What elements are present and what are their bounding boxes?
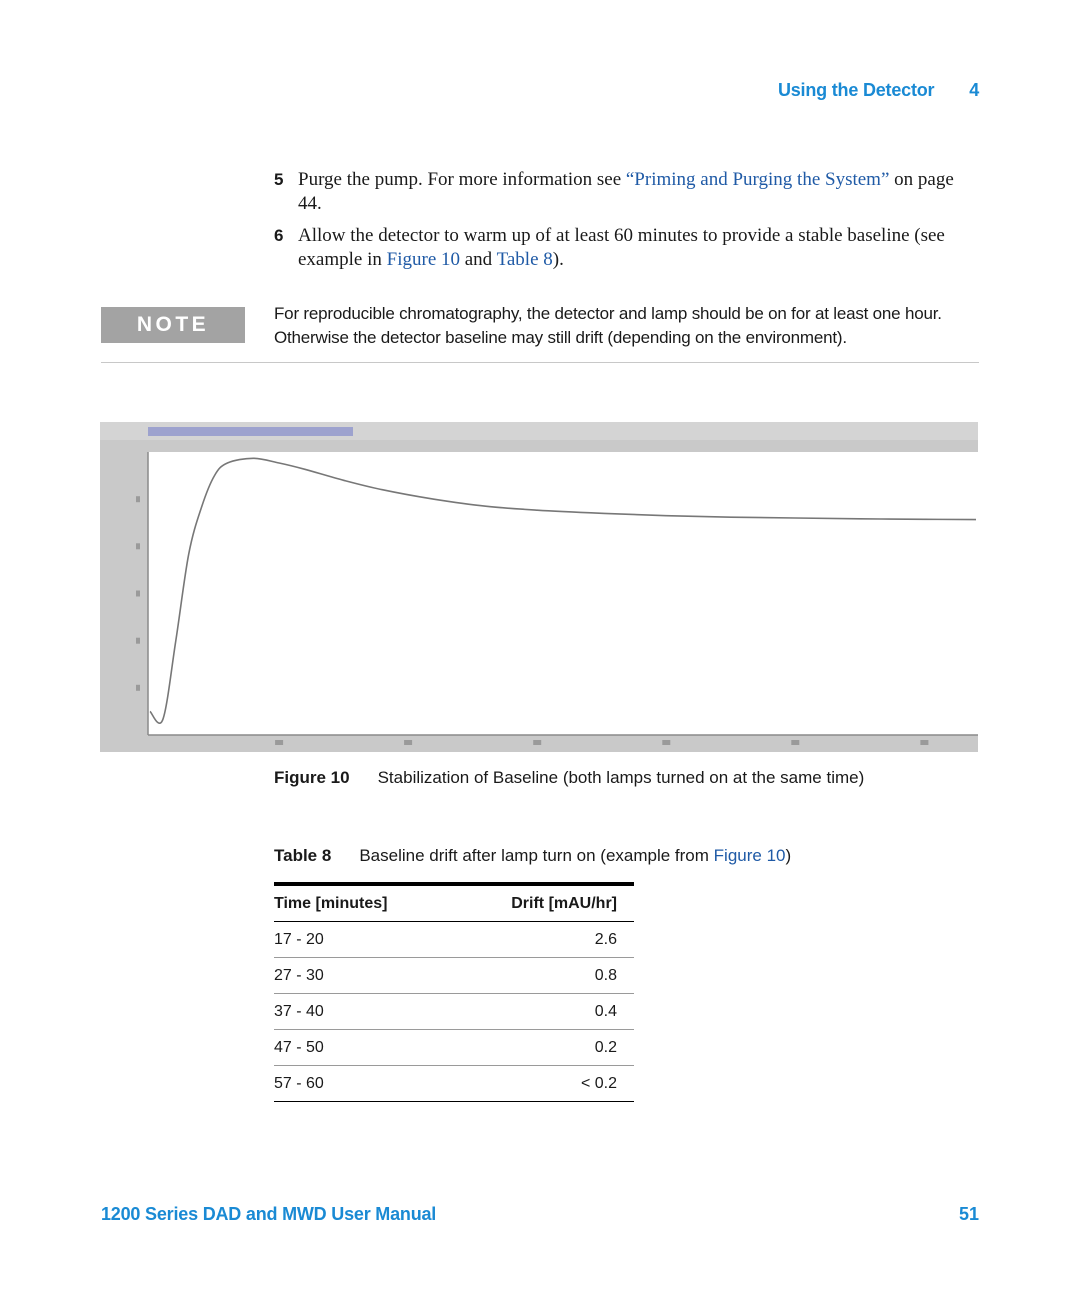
y-tick-mark [136,496,140,502]
y-tick-mark [136,591,140,597]
x-tick-mark [791,740,799,745]
priming-purging-link[interactable]: “Priming and Purging the System” [625,169,890,190]
step-text-mid: and [460,249,497,270]
figure-10-link[interactable]: Figure 10 [386,249,460,270]
x-tick-mark [404,740,412,745]
table-row [274,1030,634,1066]
drift-cell: 0.8 [447,958,634,994]
step-text: Purge the pump. For more information see [298,169,626,190]
baseline-drift-table [274,882,634,1102]
drift-cell: 0.2 [447,1030,634,1066]
x-tick-mark [662,740,670,745]
step-text-after: ). [552,249,564,270]
table-row [274,994,634,1030]
time-cell: 47 - 50 [274,1030,447,1066]
y-tick-mark [136,638,140,644]
note-divider [101,362,979,363]
drift-cell: < 0.2 [447,1066,634,1102]
step-5 [274,168,974,216]
time-cell: 17 - 20 [274,922,447,958]
plot-area [148,452,978,735]
step-6 [274,224,974,272]
figure-label: Figure 10 [274,768,350,787]
footer-page-number: 51 [958,1204,979,1224]
header-drift: Drift [mAU/hr] [447,884,634,922]
table-row [274,922,634,958]
drift-cell: 2.6 [447,922,634,958]
table-row [274,958,634,994]
time-cell: 57 - 60 [274,1066,447,1102]
x-tick-mark [275,740,283,745]
figure-caption-text: Stabilization of Baseline (both lamps turned on at the same time) [377,768,865,787]
table-label: Table 8 [274,846,332,865]
section-title: Using the Detector [777,80,935,100]
table-caption-end: ) [785,846,792,865]
footer-manual-title: 1200 Series DAD and MWD User Manual [101,1204,437,1224]
table-8-link[interactable]: Table 8 [496,249,553,270]
table-row [274,1066,634,1102]
step-number: 5 [274,170,284,189]
note-label: NOTE [101,307,245,343]
step-text: Allow the detector to warm up of at least 60 minutes to provide a stable baseline (see example in [298,225,945,270]
table-caption-text: Baseline drift after lamp turn on (example from [359,846,714,865]
y-tick-mark [136,543,140,549]
x-tick-mark [533,740,541,745]
baseline-chart [100,422,978,752]
time-cell: 27 - 30 [274,958,447,994]
table-header-row [274,884,634,922]
time-cell: 37 - 40 [274,994,447,1030]
chart-title-text-placeholder [148,427,353,436]
figure-10-caption-link[interactable]: Figure 10 [713,846,786,865]
page-header [778,80,979,101]
table-caption [274,845,791,867]
figure-caption [274,767,864,789]
drift-cell: 0.4 [447,994,634,1030]
baseline-figure [100,422,978,752]
x-tick-mark [920,740,928,745]
step-number: 6 [274,226,284,245]
chapter-number: 4 [969,80,979,100]
y-tick-mark [136,685,140,691]
step-text-after: on page 44. [298,169,954,214]
procedure-steps [274,168,974,280]
header-time: Time [minutes] [274,884,447,922]
note-text: For reproducible chromatography, the detector and lamp should be on for at least one hour. Otherwise the detector baseline may still drift (depending on the environment). [274,304,942,347]
